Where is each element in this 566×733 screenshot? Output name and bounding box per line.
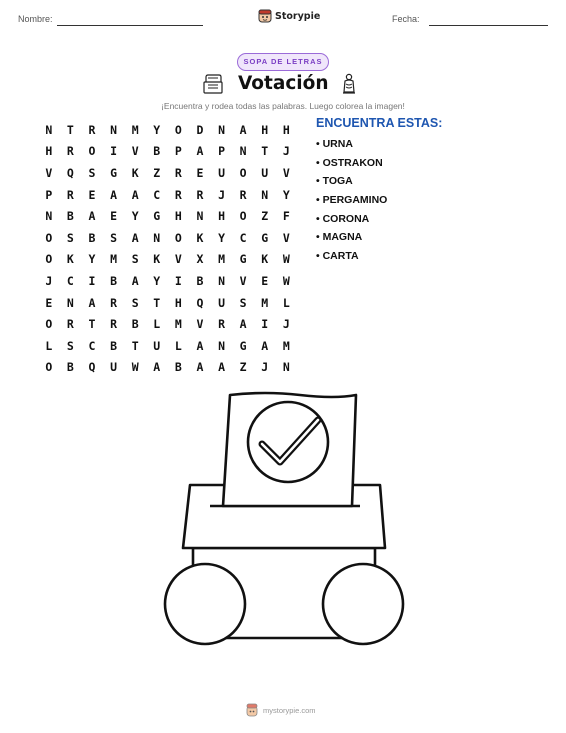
grid-row	[38, 227, 297, 249]
grid-letter[interactable]: G	[110, 165, 118, 180]
grid-letter[interactable]: O	[45, 360, 53, 375]
grid-letter[interactable]: L	[45, 338, 53, 353]
grid-letter[interactable]: J	[282, 317, 290, 332]
grid-letter[interactable]: A	[239, 122, 247, 137]
grid-row	[38, 249, 297, 271]
grid-letter[interactable]: T	[131, 338, 139, 353]
grid-letter[interactable]: A	[218, 360, 226, 375]
grid-letter[interactable]: Z	[261, 209, 269, 224]
grid-letter[interactable]: Z	[153, 165, 161, 180]
grid-letter[interactable]: B	[88, 230, 96, 245]
grid-letter[interactable]: S	[131, 295, 139, 310]
grid-row	[38, 184, 297, 206]
word-list-item: • TOGA	[316, 175, 353, 188]
grid-letter[interactable]: W	[282, 252, 290, 267]
grid-letter[interactable]: R	[110, 295, 118, 310]
grid-letter[interactable]: B	[66, 209, 74, 224]
grid-letter[interactable]: S	[88, 165, 96, 180]
grid-letter[interactable]: V	[196, 317, 204, 332]
grid-letter[interactable]: W	[282, 273, 290, 288]
grid-letter[interactable]: N	[218, 273, 226, 288]
left-wheel	[165, 564, 245, 644]
grid-letter[interactable]: R	[218, 317, 226, 332]
grid-letter[interactable]: Q	[66, 165, 74, 180]
grid-letter[interactable]: N	[218, 338, 226, 353]
grid-letter[interactable]: X	[196, 252, 204, 267]
grid-letter[interactable]: G	[239, 338, 247, 353]
grid-letter[interactable]: K	[66, 252, 74, 267]
word-list-item: • URNA	[316, 138, 353, 150]
grid-letter[interactable]: U	[218, 295, 226, 310]
word-list-item: • CARTA	[316, 250, 359, 263]
grid-letter[interactable]: C	[66, 273, 74, 288]
storypie-mascot-icon	[258, 9, 272, 23]
grid-letter[interactable]: Z	[239, 360, 247, 375]
grid-letter[interactable]: E	[88, 187, 96, 202]
grid-row	[38, 205, 297, 227]
page-title: Votación	[238, 73, 329, 94]
grid-letter[interactable]: N	[45, 209, 53, 224]
grid-letter[interactable]: C	[153, 187, 161, 202]
grid-letter[interactable]: A	[261, 338, 269, 353]
grid-letter[interactable]: O	[239, 165, 247, 180]
grid-letter[interactable]: I	[261, 317, 269, 332]
grid-letter[interactable]: R	[66, 187, 74, 202]
grid-letter[interactable]: A	[196, 338, 204, 353]
grid-letter[interactable]: O	[88, 144, 96, 159]
ballot-box-illustration	[160, 390, 410, 650]
grid-letter[interactable]: R	[88, 122, 96, 137]
brand-logo	[258, 9, 320, 23]
grid-row	[38, 141, 297, 163]
grid-letter[interactable]: S	[131, 252, 139, 267]
grid-letter[interactable]: G	[261, 230, 269, 245]
grid-letter[interactable]: K	[261, 252, 269, 267]
grid-letter[interactable]: L	[153, 317, 161, 332]
grid-letter[interactable]: C	[239, 230, 247, 245]
grid-letter[interactable]: S	[66, 338, 74, 353]
grid-letter[interactable]: U	[218, 165, 226, 180]
grid-letter[interactable]: A	[88, 295, 96, 310]
grid-letter[interactable]: H	[45, 144, 53, 159]
grid-letter[interactable]: W	[131, 360, 139, 375]
grid-letter[interactable]: N	[196, 209, 204, 224]
word-search-grid	[38, 119, 297, 378]
grid-letter[interactable]: E	[196, 165, 204, 180]
activity-badge: SOPA DE LETRAS	[237, 53, 329, 71]
grid-letter[interactable]: V	[282, 230, 290, 245]
instructions: ¡Encuentra y rodea todas las palabras. Luego colorea la imagen!	[161, 101, 405, 111]
grid-letter[interactable]: A	[153, 360, 161, 375]
scroll-box-icon	[202, 73, 224, 95]
grid-letter[interactable]: N	[153, 230, 161, 245]
statue-icon	[338, 73, 360, 95]
grid-letter[interactable]: T	[153, 295, 161, 310]
grid-letter[interactable]: N	[66, 295, 74, 310]
grid-letter[interactable]: I	[110, 144, 118, 159]
grid-letter[interactable]: R	[110, 317, 118, 332]
grid-letter[interactable]: A	[196, 144, 204, 159]
grid-letter[interactable]: M	[261, 295, 269, 310]
grid-letter[interactable]: I	[174, 273, 182, 288]
grid-letter[interactable]: A	[196, 360, 204, 375]
grid-letter[interactable]: A	[131, 230, 139, 245]
grid-letter[interactable]: R	[174, 165, 182, 180]
grid-letter[interactable]: R	[174, 187, 182, 202]
grid-letter[interactable]: O	[174, 230, 182, 245]
grid-letter[interactable]: P	[45, 187, 53, 202]
grid-letter[interactable]: Y	[131, 209, 139, 224]
grid-letter[interactable]: O	[45, 230, 53, 245]
grid-letter[interactable]: Y	[218, 230, 226, 245]
grid-letter[interactable]: N	[45, 122, 53, 137]
grid-letter[interactable]: N	[282, 360, 290, 375]
footer	[246, 703, 316, 717]
grid-letter[interactable]: N	[261, 187, 269, 202]
grid-letter[interactable]: U	[153, 338, 161, 353]
grid-letter[interactable]: S	[66, 230, 74, 245]
brand-name: Storypie	[275, 10, 321, 22]
grid-letter[interactable]: M	[282, 338, 290, 353]
name-label: Nombre:	[18, 14, 53, 24]
right-wheel	[323, 564, 403, 644]
grid-letter[interactable]: M	[110, 252, 118, 267]
grid-letter[interactable]: K	[196, 230, 204, 245]
grid-row	[38, 292, 297, 314]
grid-letter[interactable]: H	[174, 295, 182, 310]
grid-letter[interactable]: B	[110, 338, 118, 353]
grid-letter[interactable]: B	[110, 273, 118, 288]
grid-letter[interactable]: B	[196, 273, 204, 288]
grid-letter[interactable]: N	[110, 122, 118, 137]
grid-letter[interactable]: T	[66, 122, 74, 137]
grid-letter[interactable]: P	[218, 144, 226, 159]
grid-letter[interactable]: Q	[88, 360, 96, 375]
word-list	[316, 138, 387, 269]
grid-letter[interactable]: R	[196, 187, 204, 202]
grid-letter[interactable]: T	[88, 317, 96, 332]
grid-letter[interactable]: Y	[88, 252, 96, 267]
grid-letter[interactable]: G	[153, 209, 161, 224]
grid-row	[38, 119, 297, 141]
grid-letter[interactable]: L	[174, 338, 182, 353]
grid-letter[interactable]: E	[261, 273, 269, 288]
grid-letter[interactable]: E	[110, 209, 118, 224]
grid-letter[interactable]: T	[261, 144, 269, 159]
word-list-item: • CORONA	[316, 212, 370, 225]
grid-letter[interactable]: N	[218, 122, 226, 137]
date-label: Fecha:	[392, 14, 420, 24]
grid-letter[interactable]: G	[239, 252, 247, 267]
grid-letter[interactable]: H	[174, 209, 182, 224]
name-line[interactable]	[57, 25, 203, 26]
grid-letter[interactable]: K	[131, 165, 139, 180]
grid-letter[interactable]: M	[131, 122, 139, 137]
grid-letter[interactable]: N	[239, 144, 247, 159]
grid-letter[interactable]: A	[131, 187, 139, 202]
grid-letter[interactable]: A	[131, 273, 139, 288]
grid-letter[interactable]: J	[218, 187, 226, 202]
grid-letter[interactable]: E	[45, 295, 53, 310]
grid-letter[interactable]: J	[282, 144, 290, 159]
grid-letter[interactable]: B	[66, 360, 74, 375]
grid-letter[interactable]: H	[218, 209, 226, 224]
grid-letter[interactable]: I	[88, 273, 96, 288]
grid-letter[interactable]: M	[174, 317, 182, 332]
grid-letter[interactable]: K	[153, 252, 161, 267]
date-line[interactable]	[429, 25, 548, 26]
grid-letter[interactable]: D	[196, 122, 204, 137]
grid-letter[interactable]: A	[110, 187, 118, 202]
grid-letter[interactable]: O	[174, 122, 182, 137]
grid-letter[interactable]: S	[110, 230, 118, 245]
grid-letter[interactable]: A	[88, 209, 96, 224]
grid-letter[interactable]: C	[88, 338, 96, 353]
grid-letter[interactable]: O	[239, 209, 247, 224]
grid-letter[interactable]: J	[45, 273, 53, 288]
grid-letter[interactable]: H	[261, 122, 269, 137]
grid-letter[interactable]: R	[239, 187, 247, 202]
word-list-item: • OSTRAKON	[316, 156, 383, 169]
grid-letter[interactable]: B	[174, 360, 182, 375]
grid-row	[38, 357, 297, 379]
grid-letter[interactable]: Q	[196, 295, 204, 310]
grid-letter[interactable]: R	[66, 317, 74, 332]
grid-letter[interactable]: F	[282, 209, 290, 224]
grid-letter[interactable]: O	[45, 252, 53, 267]
grid-letter[interactable]: O	[45, 317, 53, 332]
grid-letter[interactable]: B	[131, 317, 139, 332]
grid-letter[interactable]: V	[45, 165, 53, 180]
grid-letter[interactable]: Y	[153, 122, 161, 137]
grid-letter[interactable]: R	[66, 144, 74, 159]
storypie-mascot-icon	[246, 703, 258, 717]
grid-row	[38, 162, 297, 184]
grid-letter[interactable]: S	[239, 295, 247, 310]
grid-letter[interactable]: Y	[282, 187, 290, 202]
grid-letter[interactable]: J	[261, 360, 269, 375]
grid-letter[interactable]: H	[282, 122, 290, 137]
grid-row	[38, 270, 297, 292]
grid-letter[interactable]: U	[110, 360, 118, 375]
grid-letter[interactable]: V	[174, 252, 182, 267]
grid-letter[interactable]: Y	[153, 273, 161, 288]
grid-letter[interactable]: M	[218, 252, 226, 267]
grid-letter[interactable]: P	[174, 144, 182, 159]
grid-row	[38, 313, 297, 335]
grid-letter[interactable]: V	[239, 273, 247, 288]
grid-letter[interactable]: V	[131, 144, 139, 159]
grid-letter[interactable]: V	[282, 165, 290, 180]
grid-letter[interactable]: B	[153, 144, 161, 159]
word-list-item: • PERGAMINO	[316, 194, 388, 207]
grid-letter[interactable]: A	[239, 317, 247, 332]
word-list-item: • MAGNA	[316, 231, 363, 244]
grid-letter[interactable]: U	[261, 165, 269, 180]
grid-letter[interactable]: L	[282, 295, 290, 310]
footer-url: mystorypie.com	[263, 705, 316, 715]
word-list-heading: ENCUENTRA ESTAS:	[316, 116, 443, 130]
grid-row	[38, 335, 297, 357]
